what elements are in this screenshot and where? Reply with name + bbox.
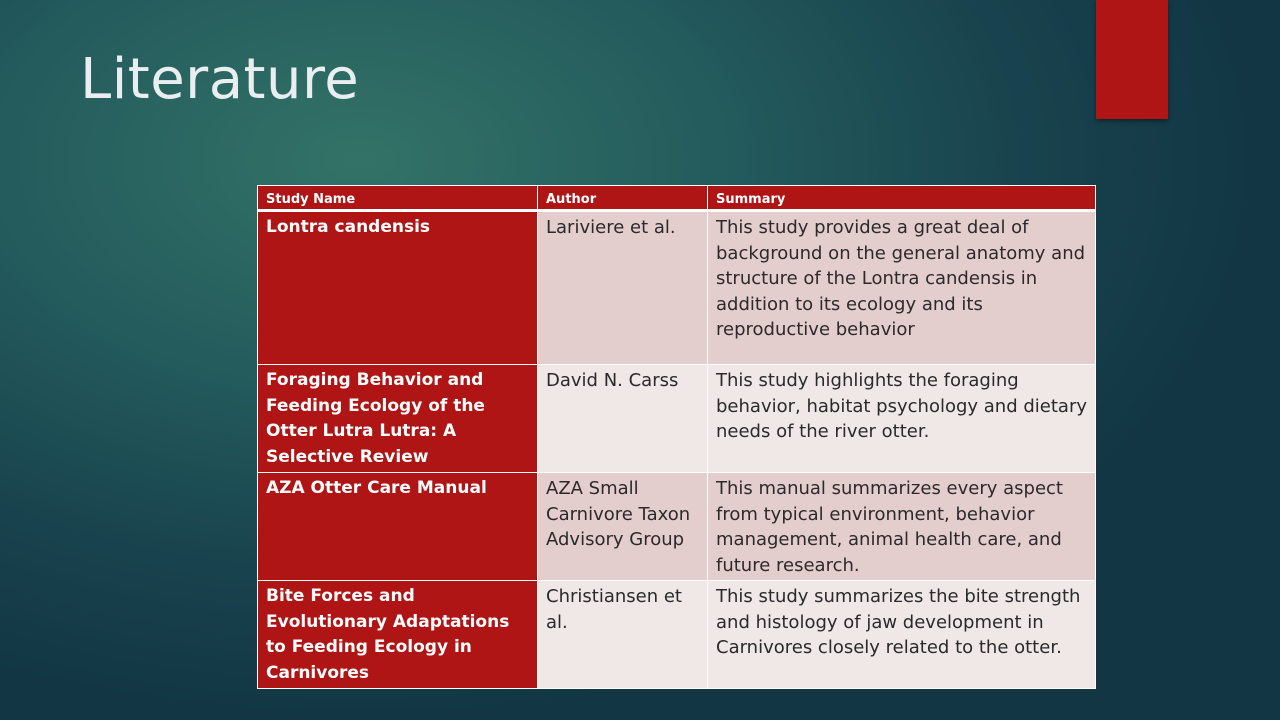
summary-cell: This study summarizes the bite strength and histology of jaw development in Carnivores closely related to the otter. [708, 581, 1096, 689]
table-header-row [258, 186, 1096, 211]
header-study-name: Study Name [258, 186, 538, 211]
table-row [258, 473, 1096, 581]
header-author: Author [538, 186, 708, 211]
study-name-cell: Foraging Behavior and Feeding Ecology of the Otter Lutra Lutra: A Selective Review [258, 365, 538, 473]
header-summary: Summary [708, 186, 1096, 211]
summary-cell: This study provides a great deal of background on the general anatomy and structure of the Lontra candensis in addition to its ecology and its reproductive behavior [708, 211, 1096, 365]
study-name-cell: AZA Otter Care Manual [258, 473, 538, 581]
accent-bar [1096, 0, 1168, 119]
table-row [258, 211, 1096, 365]
literature-table [257, 185, 1096, 689]
slide-title: Literature [80, 47, 360, 112]
author-cell: AZA Small Carnivore Taxon Advisory Group [538, 473, 708, 581]
study-name-cell: Bite Forces and Evolutionary Adaptations to Feeding Ecology in Carnivores [258, 581, 538, 689]
author-cell: David N. Carss [538, 365, 708, 473]
summary-cell: This study highlights the foraging behavior, habitat psychology and dietary needs of the river otter. [708, 365, 1096, 473]
summary-cell: This manual summarizes every aspect from typical environment, behavior management, animal health care, and future research. [708, 473, 1096, 581]
author-cell: Lariviere et al. [538, 211, 708, 365]
study-name-cell: Lontra candensis [258, 211, 538, 365]
table-row [258, 365, 1096, 473]
author-cell: Christiansen et al. [538, 581, 708, 689]
table-row [258, 581, 1096, 689]
